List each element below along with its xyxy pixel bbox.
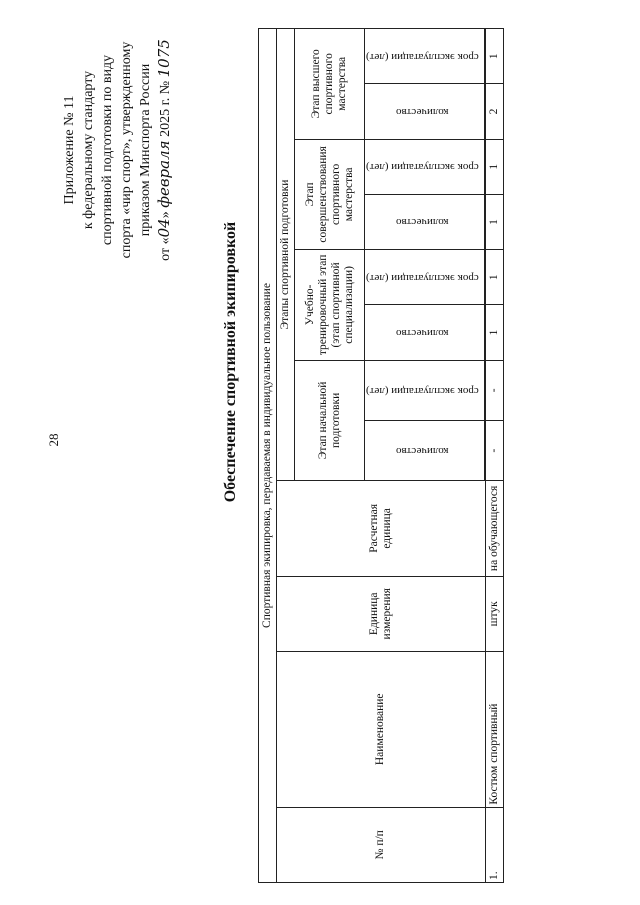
stage-header: Учебно-тренировочный этап (этап спортивной специализации) — [295, 250, 365, 361]
cell-value: 1 — [485, 29, 503, 84]
sub-header-label: количество — [396, 445, 449, 458]
appendix-block — [60, 0, 175, 300]
cell-num: 1. — [485, 807, 503, 882]
stage-header: Этап высшего спортивного мастерства — [295, 29, 365, 140]
handwritten-order-number: 1075 — [155, 39, 173, 78]
cell-value: 1 — [485, 139, 503, 194]
stage-header: Этап начальной подготовки — [295, 360, 365, 481]
sub-header-qty — [365, 305, 485, 360]
sub-header-qty — [365, 84, 485, 139]
cell-value: 1 — [485, 305, 503, 360]
cell-name: Костюм спортивный — [485, 651, 503, 807]
date-year: 2025 г. № — [158, 77, 173, 141]
sub-header-label: количество — [396, 216, 449, 229]
sub-header-label: срок эксплуатации (лет) — [366, 384, 479, 397]
cell-value: 1 — [485, 194, 503, 249]
appendix-line: Приложение № 11 — [62, 95, 77, 205]
page-number: 28 — [46, 433, 61, 447]
table-header-row — [277, 29, 295, 883]
sub-header-label: срок эксплуатации (лет) — [366, 161, 479, 174]
appendix-line: к федеральному стандарту — [81, 70, 96, 230]
appendix-line: приказом Минспорта России — [138, 63, 153, 237]
header-name: Наименование — [277, 651, 486, 807]
cell-value: 1 — [485, 250, 503, 305]
order-date-line — [155, 0, 175, 300]
date-prefix: от « — [158, 237, 173, 261]
sub-header-label: количество — [396, 106, 449, 118]
document-title: Обеспечение спортивной экипировкой — [222, 221, 239, 503]
cell-value: - — [485, 360, 503, 420]
sub-header-label: срок эксплуатации (лет) — [366, 50, 479, 63]
handwritten-day: 04 — [155, 218, 173, 238]
cell-value: - — [485, 420, 503, 480]
appendix-line: спорта «чир спорт», утвержденному — [119, 41, 134, 259]
sub-header-term — [365, 360, 485, 420]
header-main: Спортивная экипировка, передаваемая в индивидуальное пользование — [259, 29, 277, 883]
stage-header: Этап совершенствования спортивного мастерства — [295, 139, 365, 250]
date-mid: » — [158, 207, 173, 219]
sub-header-label: срок эксплуатации (лет) — [366, 271, 479, 284]
header-num: № п/п — [277, 807, 486, 882]
header-stages: Этапы спортивной подготовки — [277, 29, 295, 481]
header-unit: Единица измерения — [277, 576, 486, 651]
cell-unit: штук — [485, 576, 503, 651]
equipment-table — [258, 28, 504, 883]
equipment-table-wrapper — [258, 28, 503, 883]
sub-header-qty — [365, 420, 485, 480]
sub-header-term — [365, 139, 485, 194]
sub-header-label: количество — [396, 327, 449, 339]
cell-value: 2 — [485, 84, 503, 139]
header-calc: Расчетная единица — [277, 481, 486, 576]
sub-header-term — [365, 250, 485, 305]
handwritten-month: февраля — [155, 140, 173, 208]
table-header-row — [259, 29, 277, 883]
sub-header-qty — [365, 194, 485, 249]
table-row — [485, 29, 503, 883]
cell-calc: на обучающегося — [485, 481, 503, 576]
sub-header-term — [365, 29, 485, 84]
appendix-line: спортивной подготовки по виду — [100, 54, 115, 246]
